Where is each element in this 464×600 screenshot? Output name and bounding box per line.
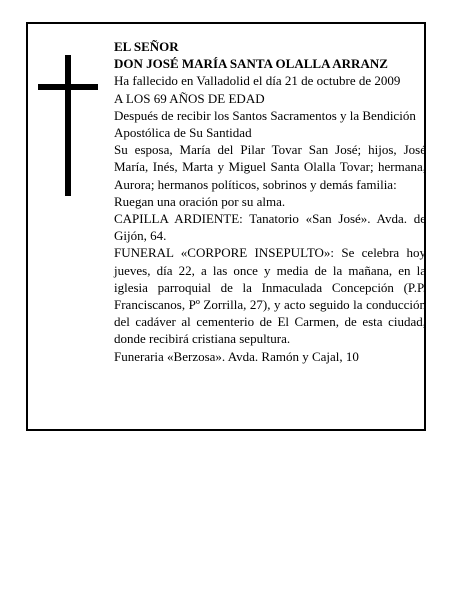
funeral-paragraph: FUNERAL «CORPORE INSEPULTO»: Se celebra hoy jueves, día 22, a las once y media de la mañana, en la iglesia parroquial de la Inmaculada Concepción (P.P. Franciscanos, Pº Zorrilla, 27), y acto seguido la conducción del cadáver al cementerio de El Carmen, de esta ciudad, donde recibirá cristiana sepultura.	[114, 245, 426, 347]
family-paragraph: Su esposa, María del Pilar Tovar San José; hijos, José María, Inés, Marta y Miguel Santa Olalla Tovar; hermana, Aurora; hermanos políticos, sobrinos y demás familia:	[114, 142, 426, 192]
obituary-text	[114, 38, 426, 365]
chapel-paragraph: CAPILLA ARDIENTE: Tanatorio «San José». Avda. de Gijón, 64.	[114, 211, 426, 244]
deceased-title: EL SEÑOR	[114, 39, 179, 54]
age-line: A LOS 69 AÑOS DE EDAD	[114, 90, 265, 106]
deceased-name: DON JOSÉ MARÍA SANTA OLALLA ARRANZ	[114, 56, 388, 72]
death-date-place: Ha fallecido en Valladolid el día 21 de octubre de 2009	[114, 73, 401, 89]
prayer-request: Ruegan una oración por su alma.	[114, 193, 286, 209]
sacraments-paragraph: Después de recibir los Santos Sacramentos y la Bendición Apostólica de Su Santidad	[114, 107, 416, 141]
funeral-home-line: Funeraria «Berzosa». Avda. Ramón y Cajal, 10	[114, 348, 359, 364]
